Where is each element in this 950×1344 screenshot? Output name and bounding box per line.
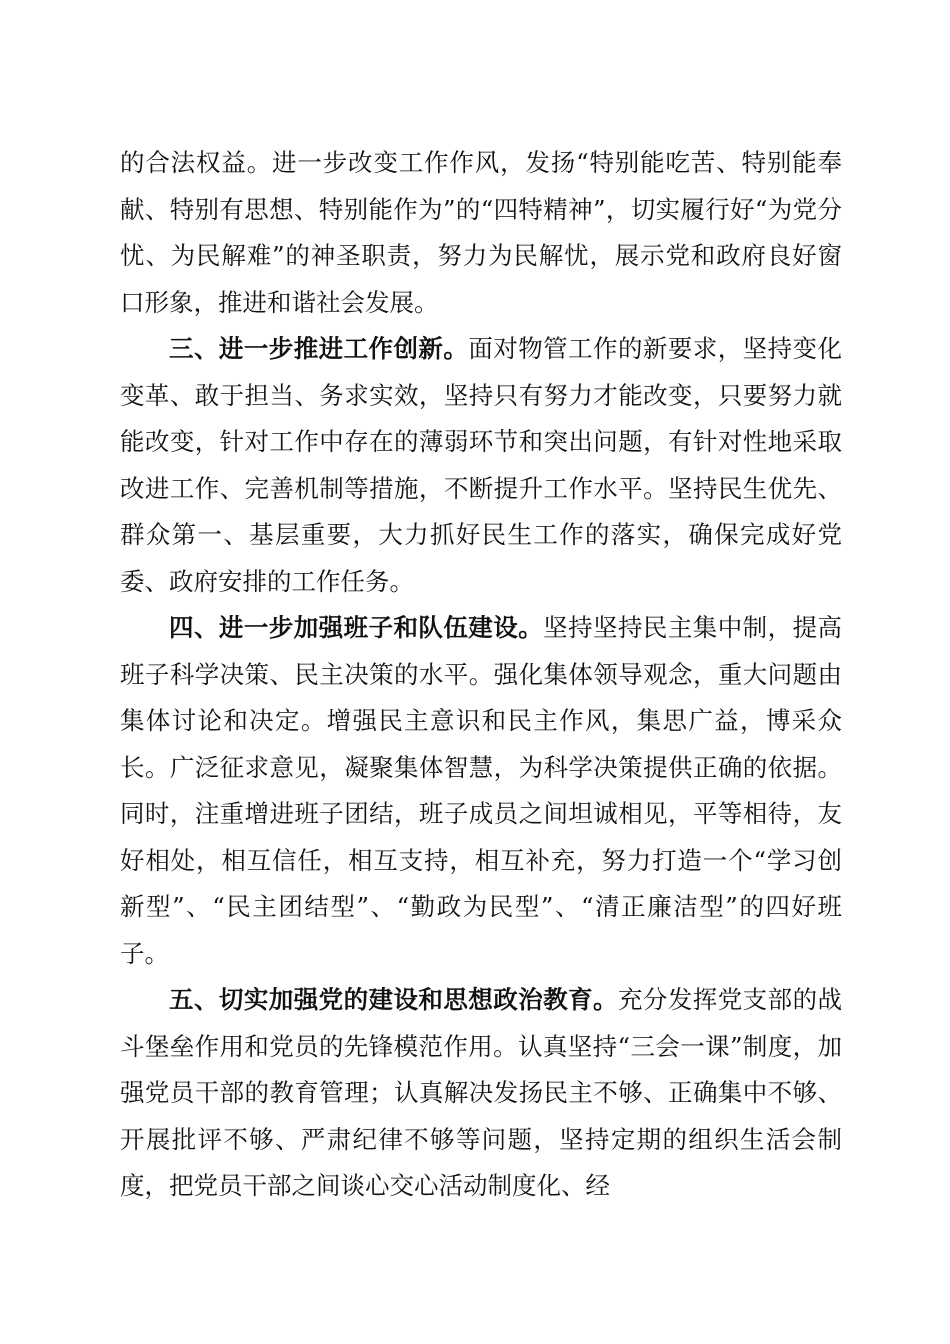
section-heading-3: 三、进一步推进工作创新。 <box>169 334 469 363</box>
paragraph-continuation <box>120 140 842 326</box>
paragraph-text: 充分发挥党支部的战斗堡垒作用和党员的先锋模范作用。认真坚持“三会一课”制度，加强党员干部的教育管理；认真解决发扬民主不够、正确集中不够、开展批评不够、严肃纪律不够等问题，坚持定期的组织生活会制度，把党员干部之间谈心交心活动制度化、经 <box>120 985 843 1200</box>
paragraph-section-4 <box>120 605 842 977</box>
paragraph-text: 的合法权益。进一步改变工作作风，发扬“特别能吃苦、特别能奉献、特别有思想、特别能作为”的“四特精神”，切实履行好“为党分忧、为民解难”的神圣职责，努力为民解忧，展示党和政府良好窗口形象，推进和谐社会发展。 <box>120 148 842 317</box>
section-heading-5: 五、切实加强党的建设和思想政治教育。 <box>169 985 618 1014</box>
paragraph-section-3 <box>120 326 842 605</box>
paragraph-text: 面对物管工作的新要求，坚持变化变革、敢于担当、务求实效，坚持只有努力才能改变，只要努力就能改变，针对工作中存在的薄弱环节和突出问题，有针对性地采取改进工作、完善机制等措施，不断提升工作水平。坚持民生优先、群众第一、基层重要，大力抓好民生工作的落实，确保完成好党委、政府安排的工作任务。 <box>120 334 843 596</box>
section-heading-4: 四、进一步加强班子和队伍建设。 <box>169 613 544 642</box>
paragraph-text: 坚持坚持民主集中制，提高班子科学决策、民主决策的水平。强化集体领导观念，重大问题由集体讨论和决定。增强民主意识和民主作风，集思广益，博采众长。广泛征求意见，凝聚集体智慧，为科学决策提供正确的依据。同时，注重增进班子团结，班子成员之间坦诚相见，平等相待，友好相处，相互信任，相互支持，相互补充，努力打造一个“学习创新型”、“民主团结型”、“勤政为民型”、“清正廉洁型”的四好班子。 <box>120 613 843 968</box>
paragraph-section-5 <box>120 977 842 1210</box>
document-body <box>120 140 842 1210</box>
